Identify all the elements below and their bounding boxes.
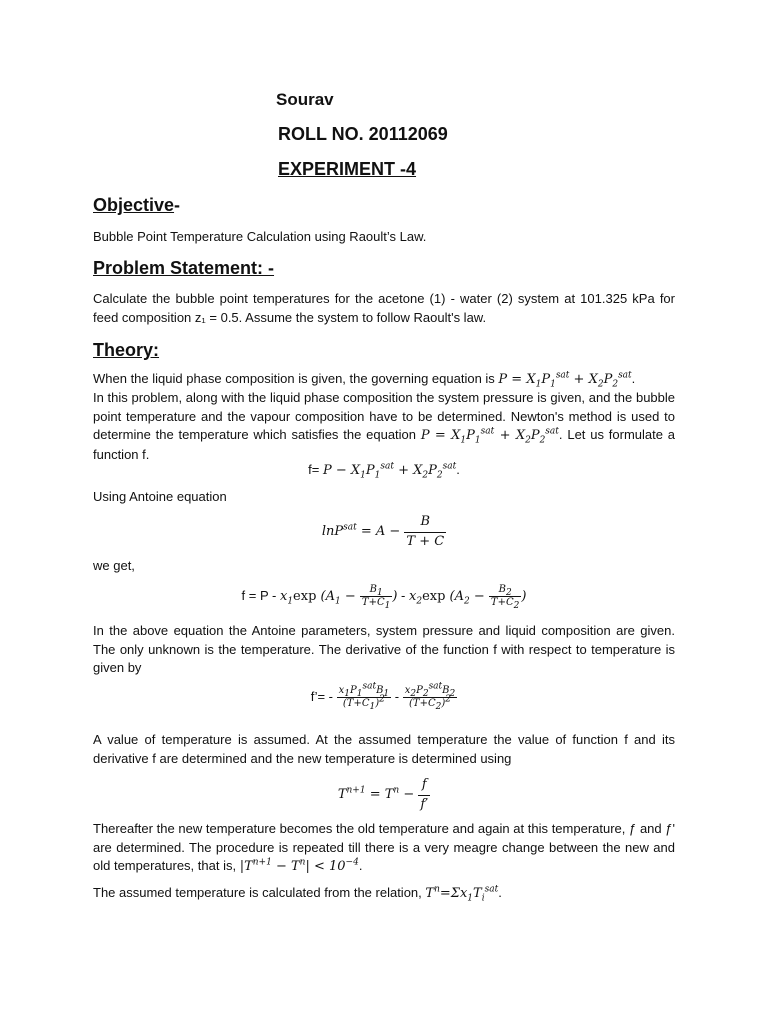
theory-paragraph-4: A value of temperature is assumed. At the assumed temperature the value of function f and its derivative f are determined and the new temperature is determined using bbox=[93, 732, 675, 766]
theory-heading-text: Theory: bbox=[93, 340, 160, 360]
theory-p5-text: Thereafter the new temperature becomes the old temperature and again at this temperature, ƒ and ƒ' are determined. The procedure is repeated till there is a very meagre change between the new and old temperatures, that is, bbox=[93, 821, 675, 873]
theory-paragraph-1: When the liquid phase composition is given, the governing equation is $P = X_1P_1^{sat} + X_2P_2^{sat}$. bbox=[93, 370, 636, 390]
antoine-equation: lnP$^{sat}$ = A − $\frac{B}{T + C}$ bbox=[93, 513, 675, 551]
experiment-title: EXPERIMENT -4 bbox=[278, 159, 417, 179]
objective-heading bbox=[93, 195, 180, 216]
problem-text: Calculate the bubble point temperatures for the acetone (1) - water (2) system at 101.325 kPa for feed composition z₁ = 0.5. Assume the system to follow Raoult's law. bbox=[93, 291, 675, 325]
function-f-equation: $f= P - X_1P_1^{sat} + X_2P_2^{sat}$. bbox=[308, 461, 460, 481]
theory-p1-text: When the liquid phase composition is given, the governing equation is bbox=[93, 371, 499, 386]
newton-equation: $T^{n+1} = T^n$ − $\frac{f}{f'}$ bbox=[93, 776, 675, 814]
bubble-equation: $P = X_1P_1^{sat} + X_2P_2^{sat}$ bbox=[420, 426, 559, 446]
theory-p6-text: The assumed temperature is calculated from the relation, bbox=[93, 885, 426, 900]
objective-heading-suffix: - bbox=[174, 195, 181, 215]
eq-f2-prefix: f = P - bbox=[241, 587, 280, 603]
theory-paragraph-2 bbox=[93, 389, 675, 464]
eq-f-prefix: f= bbox=[308, 462, 323, 477]
author-name: Sourav bbox=[276, 90, 334, 109]
theory-paragraph-5: Thereafter the new temperature becomes the old temperature and again at this temperature, ƒ and ƒ' are determined. The procedure is repeated till there is a very meagre change between the new and old temperatures, that is, $|T^{n+1} - T^n| < 10^{-4}$. bbox=[93, 821, 675, 874]
we-get-text: we get, bbox=[93, 558, 135, 573]
roll-number: ROLL NO. 20112069 bbox=[278, 124, 448, 144]
objective-text: Bubble Point Temperature Calculation using Raoult’s Law. bbox=[93, 229, 427, 244]
governing-equation: $P = X_1P_1^{sat} + X_2P_2^{sat}$ bbox=[498, 370, 632, 390]
antoine-intro: Using Antoine equation bbox=[93, 489, 227, 504]
eq-fprime-prefix: f’= - bbox=[310, 688, 337, 704]
theory-p2-text: In this problem, along with the liquid phase composition the system pressure is given, and the bubble point temperature and the vapour composition have to be determined. Newton's method is used to determine the temperature which satisfies the equation bbox=[93, 390, 675, 442]
theory-paragraph-3: In the above equation the Antoine parameters, system pressure and liquid composition are given. The only unknown is the temperature. The derivative of the function f with respect to temperature is given by bbox=[93, 623, 675, 675]
theory-paragraph-6: The assumed temperature is calculated from the relation, $T^n=\Sigma x_1T_i^{sat}$. bbox=[93, 884, 502, 904]
theory-heading bbox=[93, 340, 159, 361]
problem-heading-text: Problem Statement: - bbox=[93, 258, 275, 278]
theory-p2-suffix: . Let us formulate a function f. bbox=[93, 427, 676, 462]
objective-heading-text: Objective bbox=[93, 195, 175, 215]
function-f-expanded: $f = P - x_1\exp$ ($A_1$ − $\frac{B_1}{T+C_1}$ ) - $x_2\exp$ ($A_2$ − $\frac{B_2}{T+C_2}$ ) bbox=[241, 584, 527, 611]
derivative-equation: f’= - $\frac{x_1P_1^{sat}B_1}{(T+C_1)^2}$ - $\frac{x_2P_2^{sat}B_2}{(T+C_2)^2}$ bbox=[310, 681, 456, 712]
problem-heading bbox=[93, 258, 274, 279]
